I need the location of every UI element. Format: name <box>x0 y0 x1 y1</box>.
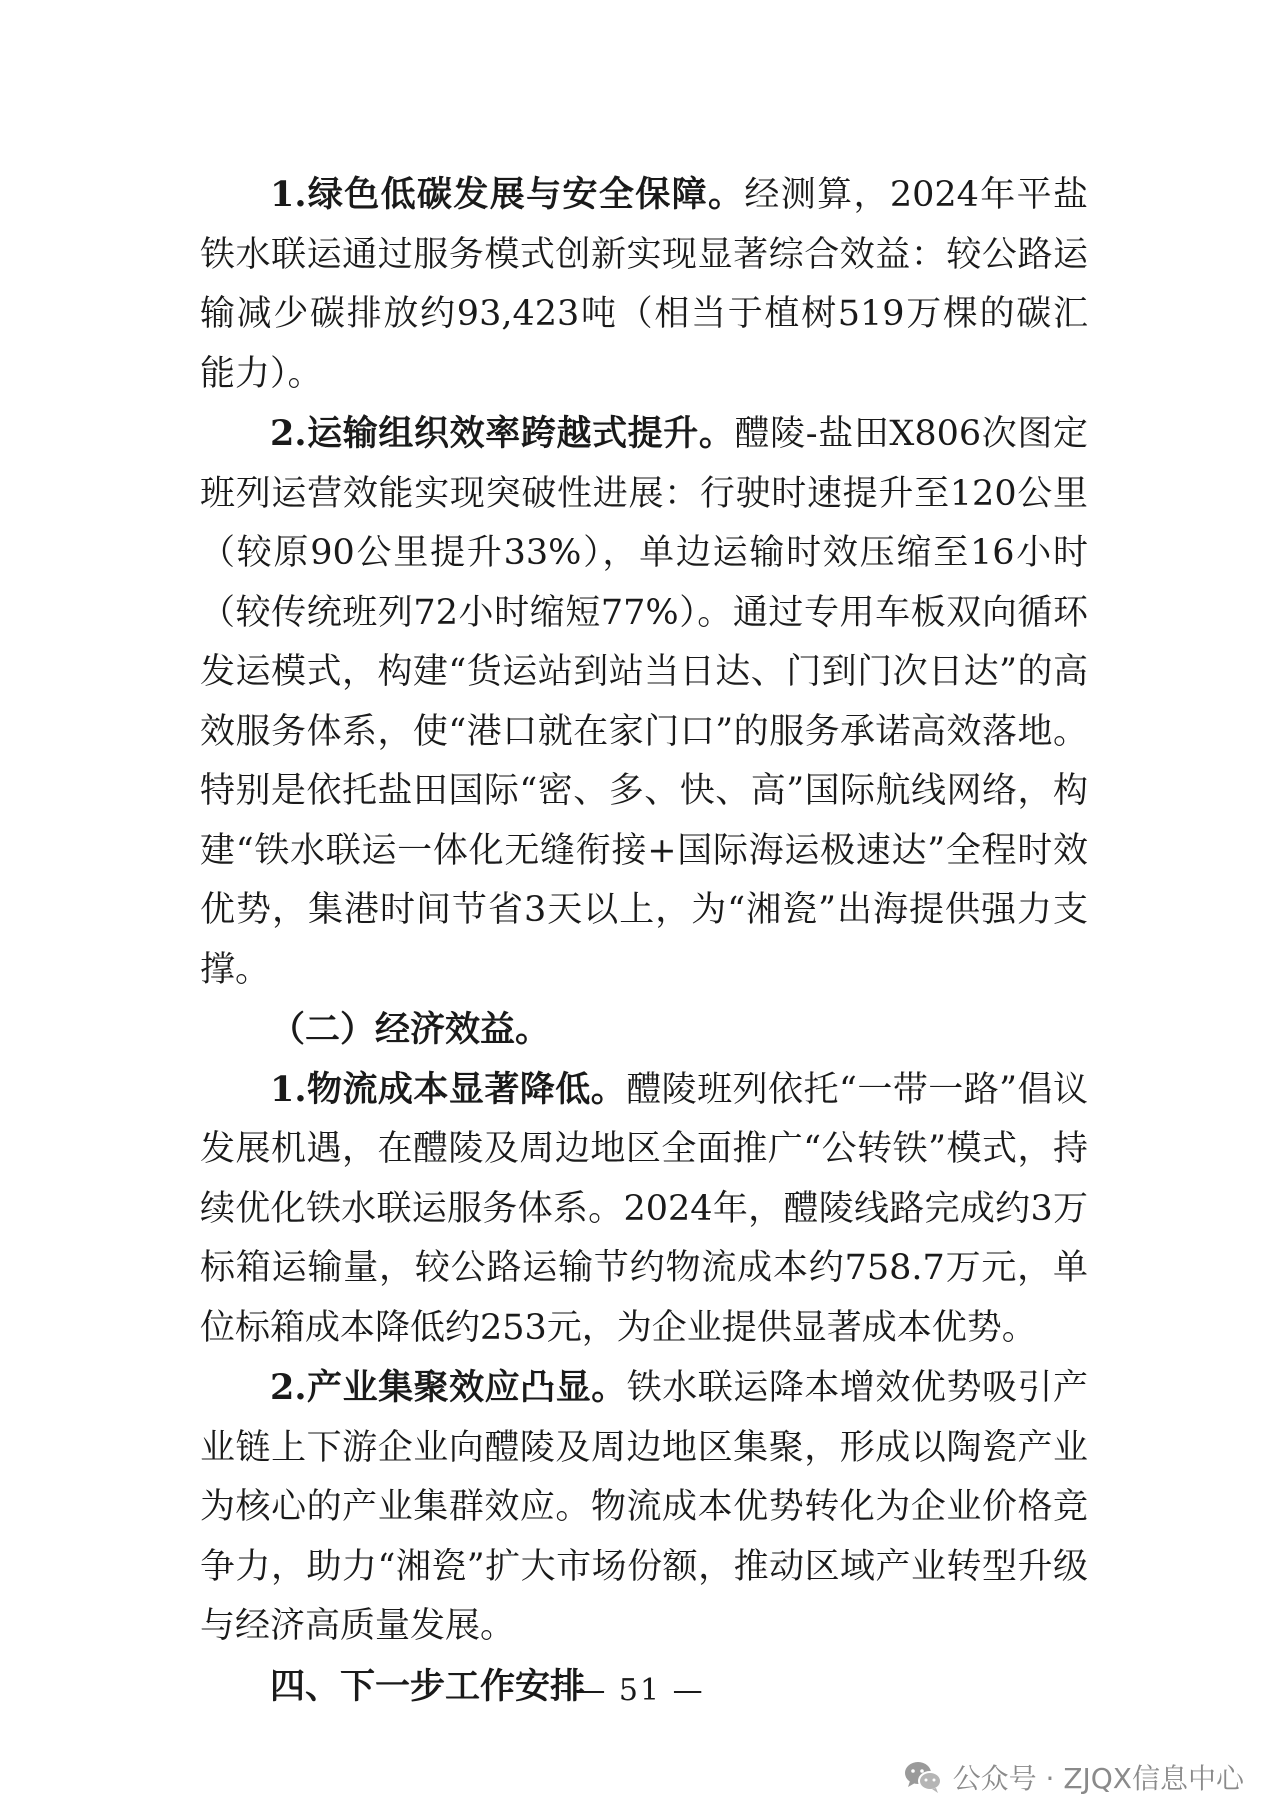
section-heading-next-steps: 四、下一步工作安排 <box>270 1665 586 1707</box>
paragraph-text: 经测算，2024年平盐铁水联运通过服务模式创新实现显著综合效益：较公路运输减少碳排放约93,423吨（相当于植树519万棵的碳汇能力）。 <box>200 175 1088 394</box>
wechat-icon <box>903 1760 943 1794</box>
watermark-text: 公众号 · ZJQX信息中心 <box>952 1762 1244 1795</box>
watermark <box>903 1755 1244 1799</box>
body-text <box>200 165 1088 1716</box>
paragraph-heading: 1.绿色低碳发展与安全保障。 <box>270 174 745 215</box>
paragraph-heading: 2.运输组织效率跨越式提升。 <box>270 413 735 454</box>
paragraph-transport-efficiency <box>200 404 1088 1000</box>
paragraph-logistics-cost <box>200 1060 1088 1359</box>
paragraph-green-lowcarbon <box>200 165 1088 404</box>
section-heading-economic-benefits: （二）经济效益。 <box>270 1009 551 1050</box>
paragraph-heading: 1.物流成本显著降低。 <box>270 1068 627 1110</box>
page-number: — 51 — <box>575 1673 705 1708</box>
paragraph-text: 醴陵班列依托“一带一路”倡议发展机遇，在醴陵及周边地区全面推广“公转铁”模式，持续优化铁水联运服务体系。2024年，醴陵线路完成约3万标箱运输量，较公路运输节约物流成本约758.7万元，单位标箱成本降低约253元，为企业提供显著成本优势。 <box>200 1069 1088 1348</box>
paragraph-heading: 2.产业集聚效应凸显。 <box>270 1367 627 1408</box>
paragraph-text: 铁水联运降本增效优势吸引产业链上下游企业向醴陵及周边地区集聚，形成以陶瓷产业为核心的产业集群效应。物流成本优势转化为企业价格竞争力，助力“湘瓷”扩大市场份额，推动区域产业转型升级与经济高质量发展。 <box>200 1368 1088 1646</box>
paragraph-industry-cluster <box>200 1358 1088 1657</box>
paragraph-text: 醴陵-盐田X806次图定班列运营效能实现突破性进展：行驶时速提升至120公里（较原90公里提升33%），单边运输时效压缩至16小时（较传统班列72小时缩短77%）。通过专用车板双向循环发运模式，构建“货运站到站当日达、门到门次日达”的高效服务体系，使“港口就在家门口”的服务承诺高效落地。特别是依托盐田国际“密、多、快、高”国际航线网络，构建“铁水联运一体化无缝衔接+国际海运极速达”全程时效优势，集港时间节省3天以上，为“湘瓷”出海提供强力支撑。 <box>200 414 1088 990</box>
